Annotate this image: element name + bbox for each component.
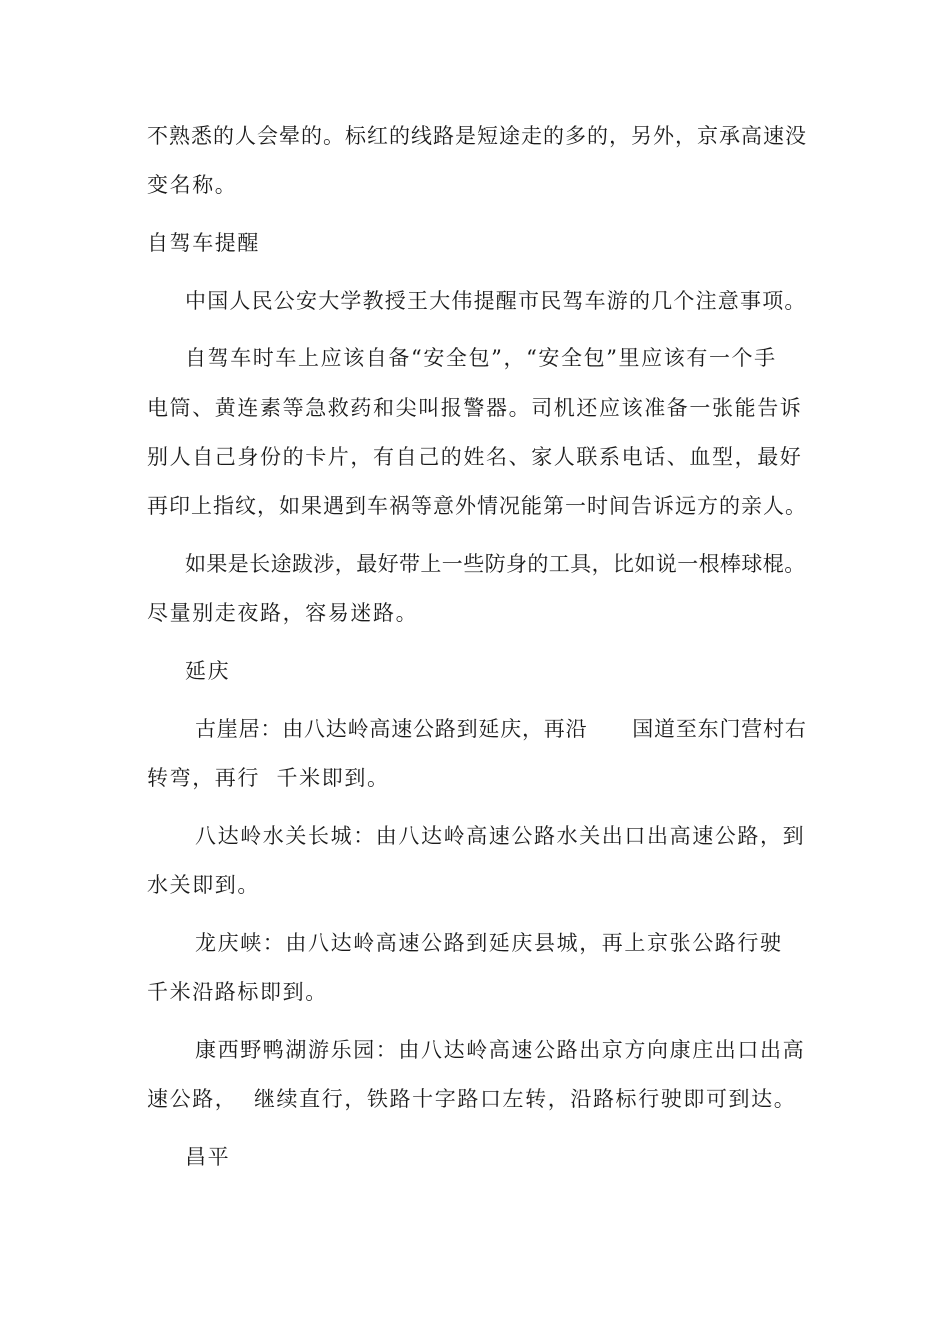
body-text-line: 转弯，再行 千米即到。 — [147, 766, 390, 790]
body-text-line: 自驾车时车上应该自备“安全包”，“安全包”里应该有一个手 — [185, 346, 777, 370]
body-text-line: 康西野鸭湖游乐园：由八达岭高速公路出京方向康庄出口出高 — [195, 1038, 806, 1062]
body-text-line: 电筒、黄连素等急救药和尖叫报警器。司机还应该准备一张能告诉 — [147, 396, 803, 420]
body-text-line: 速公路， 继续直行，铁路十字路口左转，沿路标行驶即可到达。 — [147, 1087, 797, 1111]
body-text-line: 再印上指纹，如果遇到车祸等意外情况能第一时间告诉远方的亲人。 — [147, 494, 807, 518]
body-text-line: 千米沿路标即到。 — [147, 980, 328, 1004]
body-text-line: 八达岭水关长城：由八达岭高速公路水关出口出高速公路，到 — [195, 824, 806, 848]
body-text-line: 尽量别走夜路，容易迷路。 — [147, 601, 419, 625]
section-heading: 昌平 — [185, 1145, 231, 1169]
body-text-line: 如果是长途跋涉，最好带上一些防身的工具，比如说一根棒球棍。 — [185, 552, 806, 576]
section-heading: 延庆 — [185, 659, 231, 683]
body-text-line: 不熟悉的人会晕的。标红的线路是短途走的多的，另外，京承高速没 — [147, 124, 807, 148]
section-heading: 自驾车提醒 — [147, 231, 260, 255]
body-text-line: 水关即到。 — [147, 873, 260, 897]
body-text-line: 古崖居：由八达岭高速公路到延庆，再沿 国道至东门营村右 — [195, 717, 807, 741]
body-text-line: 变名称。 — [147, 173, 238, 197]
body-text-line: 别人自己身份的卡片，有自己的姓名、家人联系电话、血型，最好 — [147, 445, 803, 469]
body-text-line: 中国人民公安大学教授王大伟提醒市民驾车游的几个注意事项。 — [185, 289, 807, 313]
body-text-line: 龙庆峡：由八达岭高速公路到延庆县城，再上京张公路行驶 — [195, 931, 783, 955]
